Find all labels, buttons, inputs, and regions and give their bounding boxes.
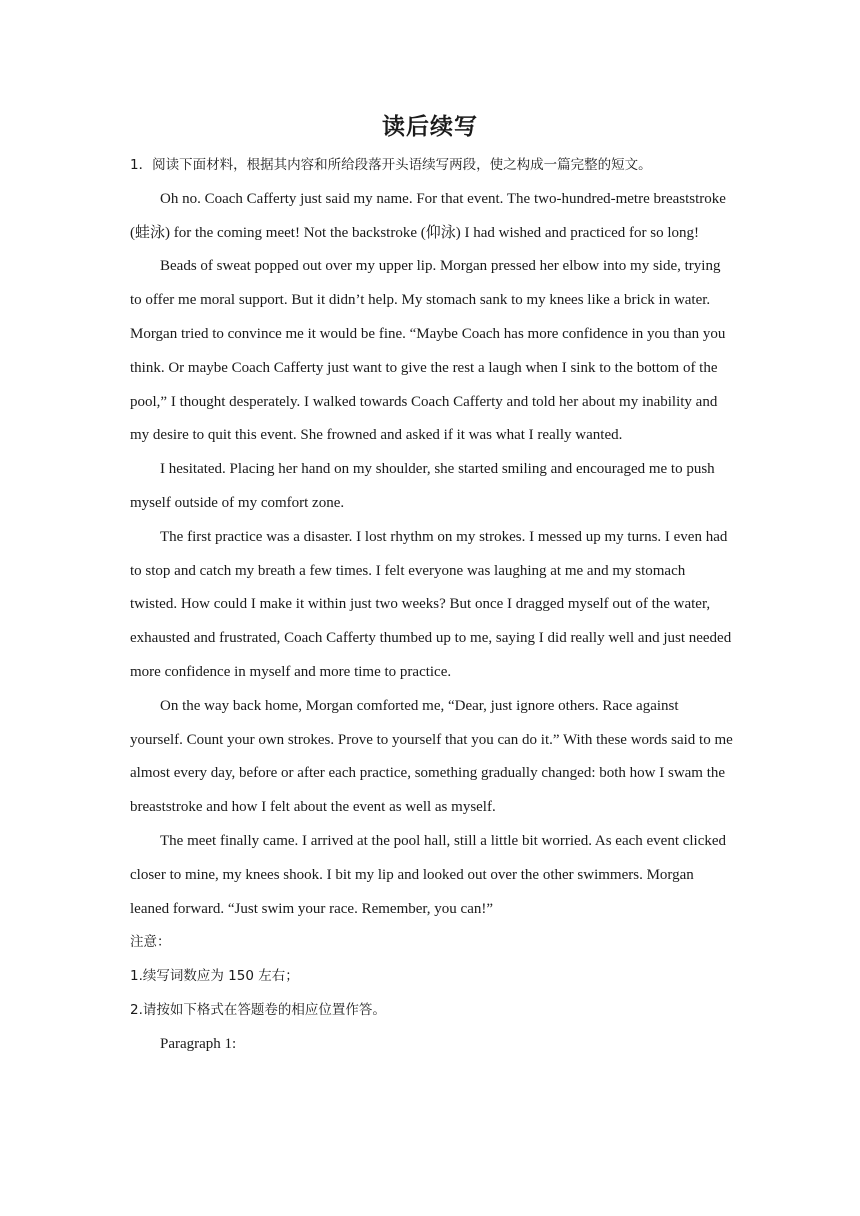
paragraph-1-label: Paragraph 1:: [160, 1035, 237, 1052]
story-paragraph-4: The first practice was a disaster. I lost rhythm on my strokes. I messed up my turns. I even had to stop and catch my breath a few times. I felt everyone was laughing at me and my stomach twisted. How could I make it within just two weeks? But once I dragged myself out of the water, exhausted and frustrated, Coach Cafferty thumbed up to me, saying I did really well and just needed more confidence in myself and more time to practice.: [130, 528, 732, 680]
story-paragraph-2: Beads of sweat popped out over my upper lip. Morgan pressed her elbow into my side, trying to offer me moral support. But it didn’t help. My stomach sank to my knees like a brick in water. Morgan tried to convince me it would be fine. “Maybe Coach has more confidence in you than you think. Or maybe Coach Cafferty just want to give the rest a laugh when I sink to the bottom of the pool,” I thought desperately. I walked towards Coach Cafferty and told her about my inability and my desire to quit this event. She frowned and asked if it was what I really wanted.: [130, 258, 726, 444]
note-heading: 注意：: [130, 934, 171, 951]
story-paragraph-5: On the way back home, Morgan comforted me, “Dear, just ignore others. Race against yourself. Count your own strokes. Prove to yourself that you can do it.” With these words said to me almost every day, before or after each practice, something gradually changed: both how I swam the breaststroke and how I felt about the event as well as myself.: [130, 697, 733, 816]
document-body: [130, 149, 734, 1062]
story-paragraph-3: I hesitated. Placing her hand on my shoulder, she started smiling and encouraged me to push myself outside of my comfort zone.: [130, 461, 715, 511]
note-word-count: 1.续写词数应为 150 左右；: [130, 968, 299, 985]
task-instruction: 1．阅读下面材料，根据其内容和所给段落开头语续写两段，使之构成一篇完整的短文。: [130, 157, 652, 173]
story-paragraph-1: Oh no. Coach Cafferty just said my name. For that event. The two-hundred-metre breaststroke (蛙泳) for the coming meet! Not the backstroke (仰泳) I had wished and practiced for so long!: [130, 190, 726, 241]
story-paragraph-6: The meet finally came. I arrived at the pool hall, still a little bit worried. As each event clicked closer to mine, my knees shook. I bit my lip and looked out over the other swimmers. Morgan leaned forward. “Just swim your race. Remember, you can!”: [130, 832, 727, 917]
note-answer-format: 2.请按如下格式在答题卷的相应位置作答。: [130, 1001, 386, 1018]
document-title: 读后续写: [382, 114, 478, 140]
